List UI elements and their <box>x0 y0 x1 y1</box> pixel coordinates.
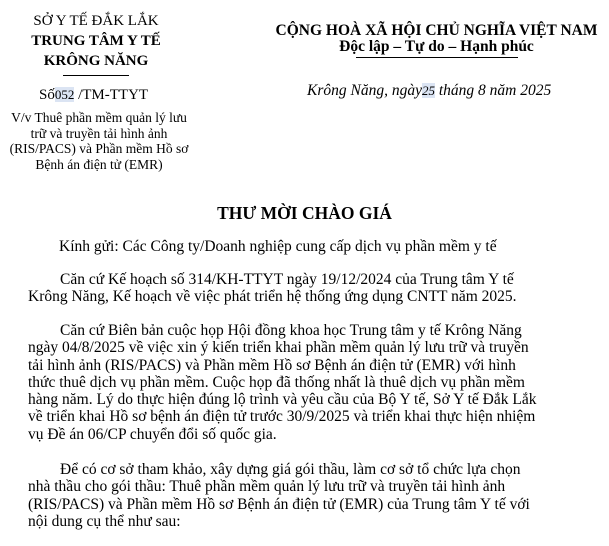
number-value: 052 <box>54 87 75 102</box>
subject-block <box>0 110 198 172</box>
paragraph-line: ngày 04/8/2025 về việc xin ý kiến triển khai phần mềm quản lý lưu trữ và truyền <box>28 339 529 357</box>
paragraph-3 <box>28 461 579 530</box>
paragraph-line: tải hình ảnh (RIS/PACS) và Phần mềm Hồ sơ Bệnh án điện tử (EMR) với hình <box>28 356 516 374</box>
paragraph-line: thức thuê dịch vụ phần mềm. Cuộc họp đã thống nhất là thuê dịch vụ phần mềm <box>28 373 525 391</box>
date-prefix: Krông Năng, ngày <box>307 82 422 99</box>
letter-title: THƯ MỜI CHÀO GIÁ <box>217 203 392 223</box>
paragraph-line: Krông Năng, Kế hoạch về việc phát triển hệ thống ứng dụng CNTT năm 2025. <box>28 288 517 306</box>
date-day: 25 <box>421 83 435 98</box>
motto-underline <box>356 57 518 58</box>
subject-line: (RIS/PACS) và Phần mềm Hồ sơ <box>9 141 189 156</box>
center-name-line1: TRUNG TÂM Y TẾ <box>31 33 161 49</box>
paragraph-line: vụ Đề án 06/CP chuyển đổi số quốc gia. <box>28 425 277 443</box>
paragraph-line: Căn cứ Kế hoạch số 314/KH-TTYT ngày 19/12/2024 của Trung tâm Y tế <box>60 271 514 288</box>
agency-name: SỞ Y TẾ ĐẮK LẮK <box>33 13 159 29</box>
greeting: Kính gửi: Các Công ty/Doanh nghiệp cung cấp dịch vụ phần mềm y tế <box>59 238 497 255</box>
paragraph-line: nhà thầu cho gói thầu: Thuê phần mềm quản lý lưu trữ và truyền tải hình ảnh <box>28 478 506 496</box>
place-date <box>307 82 551 100</box>
number-prefix: Số <box>39 87 55 103</box>
paragraph-line: nội dung cụ thể như sau: <box>28 512 181 530</box>
national-motto: Độc lập – Tự do – Hạnh phúc <box>339 38 534 55</box>
paragraph-2 <box>28 322 579 443</box>
paragraph-line: Căn cứ Biên bản cuộc họp Hội đồng khoa học Trung tâm y tế Krông Năng <box>60 322 522 339</box>
paragraph-line: Để có cơ sở tham khảo, xây dựng giá gói thầu, làm cơ sở tổ chức lựa chọn <box>60 461 521 478</box>
paragraph-line: (RIS/PACS) và Phần mềm Hồ sơ Bệnh án điện tử (EMR) của Trung tâm Y tế với <box>28 495 530 513</box>
center-name-line2: KRÔNG NĂNG <box>43 53 149 69</box>
number-suffix: /TM-TTYT <box>74 87 149 103</box>
paragraph-line: về triển khai Hồ sơ bệnh án điện tử trước 30/9/2025 và triển khai thực hiện nhiệm <box>28 408 536 426</box>
subject-line: trữ và truyền tải hình ảnh <box>30 125 168 141</box>
nation-title: CỘNG HOÀ XÃ HỘI CHỦ NGHĨA VIỆT NAM <box>275 22 598 39</box>
subject-line: V/v Thuê phần mềm quản lý lưu <box>11 110 187 125</box>
document-number <box>39 87 148 104</box>
header-left-underline <box>63 75 129 76</box>
paragraph-line: hàng năm. Lý do thực hiện đúng lộ trình và yêu cầu của Bộ Y tế, Sở Y tế Đắk Lắk <box>28 391 537 409</box>
date-suffix: tháng 8 năm 2025 <box>434 82 552 99</box>
subject-line: Bệnh án điện tử (EMR) <box>35 156 163 172</box>
paragraph-1 <box>28 271 579 306</box>
